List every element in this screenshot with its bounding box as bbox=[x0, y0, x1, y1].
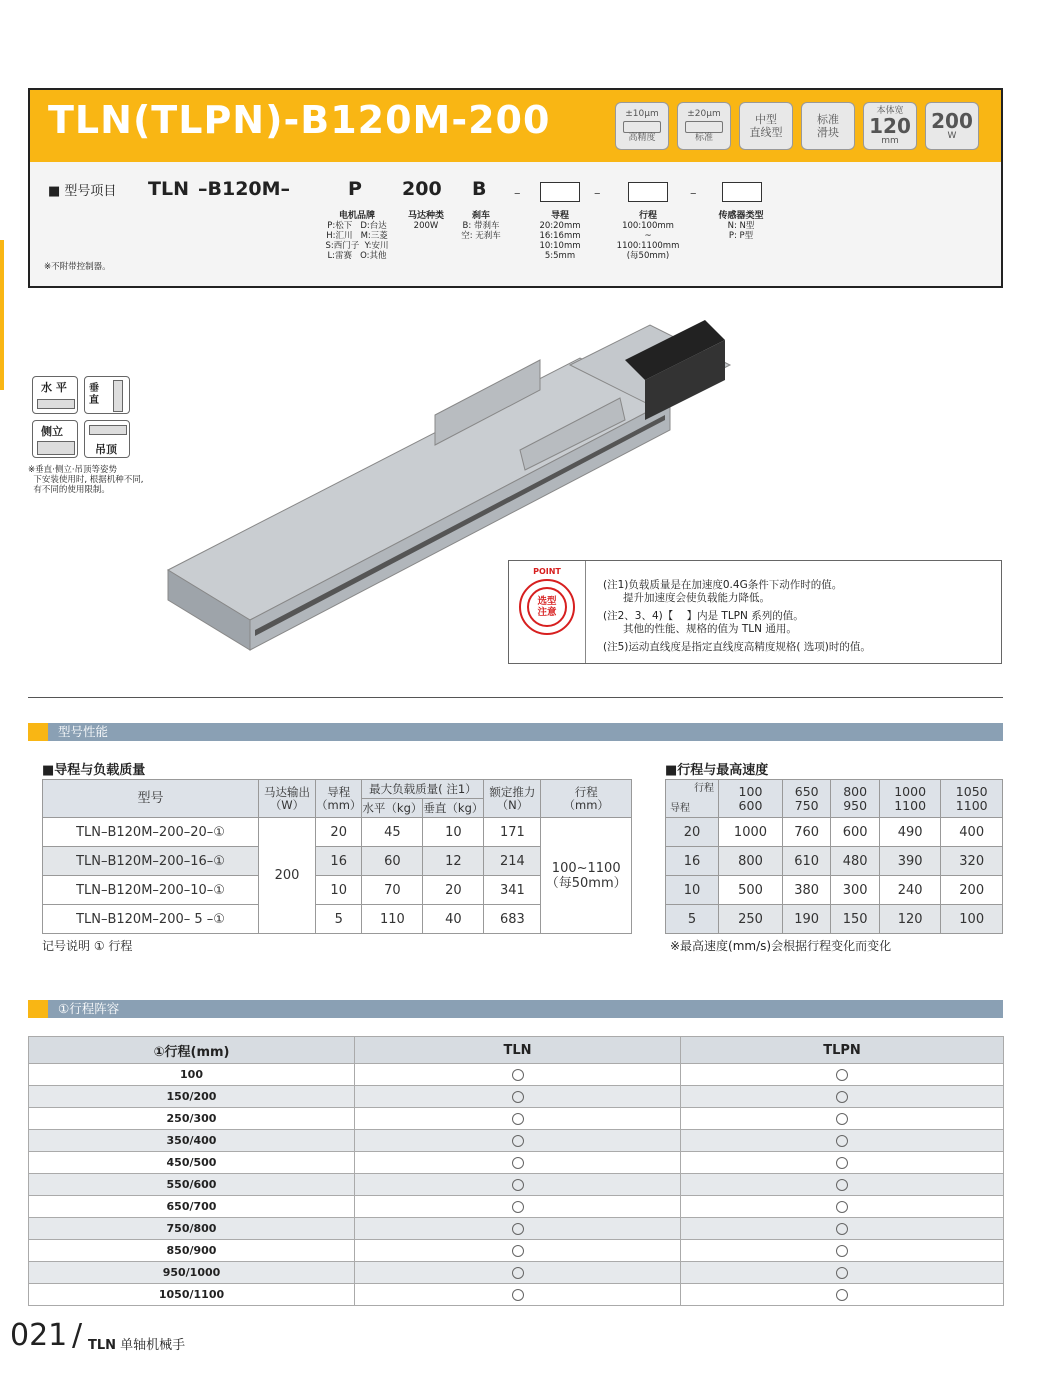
section-stroke-lineup: ①行程阵容 bbox=[28, 1000, 1003, 1018]
gauge-icon bbox=[685, 121, 723, 133]
th-stroke: 行程 （mm） bbox=[541, 780, 632, 818]
col-sensor: 传感器类型 N: N型 P: P型 bbox=[718, 211, 764, 241]
available-mark-icon bbox=[512, 1289, 524, 1301]
selection-notes-box bbox=[508, 560, 1002, 664]
th-stroke-col: 650 750 bbox=[782, 780, 830, 818]
stroke-box bbox=[628, 182, 668, 202]
col-motor-brand: 电机品牌 P:松下 D:台达 H:汇川 M:三菱 S:西门子 Y:安川 L:雷赛 O:其他 bbox=[325, 211, 389, 261]
available-mark-icon bbox=[836, 1069, 848, 1081]
badge-medium-linear: 中型 直线型 bbox=[739, 102, 793, 150]
model-brake: B bbox=[472, 178, 487, 200]
lead-box bbox=[540, 182, 580, 202]
mount-note: ※垂直·侧立·吊顶等姿势 下安装使用时, 根据机种不同, 有不同的使用限制。 bbox=[28, 465, 144, 495]
th-model: 型号 bbox=[43, 780, 259, 818]
point-icon: 选型 注意 bbox=[519, 579, 575, 635]
col-stroke: 行程 100:100mm ~ 1100:1100mm (每50mm) bbox=[616, 211, 680, 261]
feature-badges bbox=[615, 102, 979, 150]
footer-title: TLN 单轴机械手 bbox=[88, 1338, 186, 1353]
available-mark-icon bbox=[836, 1201, 848, 1213]
table-row: 350/400 bbox=[29, 1130, 1004, 1152]
table-row: 5 250 190 150 120 100 bbox=[666, 905, 1003, 934]
speed-note: ※最高速度(mm/s)会根据行程变化而变化 bbox=[670, 939, 892, 953]
available-mark-icon bbox=[836, 1091, 848, 1103]
th-stroke-col: 100 600 bbox=[719, 780, 783, 818]
title-band bbox=[30, 90, 1001, 162]
side-accent-bar bbox=[0, 240, 4, 390]
mount-horizontal-icon: 水 平 bbox=[32, 376, 78, 414]
divider bbox=[585, 561, 586, 663]
table-row: 1050/1100 bbox=[29, 1284, 1004, 1306]
th-motor: 马达输出 （W） bbox=[259, 780, 316, 818]
sensor-box bbox=[722, 182, 762, 202]
available-mark-icon bbox=[512, 1135, 524, 1147]
table-row: 750/800 bbox=[29, 1218, 1004, 1240]
point-ring-label: POINT bbox=[533, 567, 561, 576]
table-row: 10 500 380 300 240 200 bbox=[666, 876, 1003, 905]
divider bbox=[28, 697, 1003, 698]
col-lead: 导程 20:20mm 16:16mm 10:10mm 5:5mm bbox=[539, 211, 581, 261]
mount-ceiling-icon: 吊顶 bbox=[84, 420, 130, 458]
table-row: TLN–B120M–200–16–① 16 60 12 214 bbox=[43, 847, 632, 876]
available-mark-icon bbox=[512, 1069, 524, 1081]
available-mark-icon bbox=[512, 1157, 524, 1169]
model-prefix: TLN bbox=[148, 178, 189, 200]
available-mark-icon bbox=[512, 1267, 524, 1279]
available-mark-icon bbox=[836, 1245, 848, 1257]
badge-body-width: 本体宽 120 mm bbox=[863, 102, 917, 150]
load-heading: ■导程与负载质量 bbox=[42, 763, 146, 778]
section-performance: 型号性能 bbox=[28, 723, 1003, 741]
th-thrust: 额定推力 （N） bbox=[484, 780, 541, 818]
th-tlpn: TLPN bbox=[681, 1037, 1004, 1064]
model-power: 200 bbox=[402, 178, 442, 200]
note-2b: 其他的性能、规格的值为 TLN 通用。 bbox=[603, 623, 797, 635]
badge-high-precision: ±10μm 高精度 bbox=[615, 102, 669, 150]
lineup-table bbox=[28, 1036, 1004, 1306]
speed-heading: ■行程与最高速度 bbox=[665, 763, 769, 778]
table-row: 250/300 bbox=[29, 1108, 1004, 1130]
col-motor-type: 马达种类 200W bbox=[407, 211, 444, 231]
note-2: (注2、3、4)【 】内是 TLPN 系列的值。 bbox=[603, 610, 804, 622]
load-table bbox=[42, 779, 632, 934]
available-mark-icon bbox=[836, 1157, 848, 1169]
th-stroke-col: 800 950 bbox=[831, 780, 879, 818]
model-label: ■ 型号项目 bbox=[48, 184, 117, 199]
available-mark-icon bbox=[836, 1223, 848, 1235]
dash: – bbox=[514, 186, 521, 201]
controller-note: ※不附带控制器。 bbox=[44, 262, 111, 272]
th-horizontal: 水平（kg） bbox=[362, 799, 423, 818]
table-row: 150/200 bbox=[29, 1086, 1004, 1108]
footer-slash: / bbox=[72, 1318, 83, 1353]
available-mark-icon bbox=[512, 1201, 524, 1213]
available-mark-icon bbox=[512, 1091, 524, 1103]
gauge-icon bbox=[623, 121, 661, 133]
footer-brand: TLN bbox=[88, 1338, 117, 1353]
table-row: 850/900 bbox=[29, 1240, 1004, 1262]
available-mark-icon bbox=[512, 1245, 524, 1257]
table-row: 20 1000 760 600 490 400 bbox=[666, 818, 1003, 847]
mount-vertical-icon: 垂直 bbox=[84, 376, 130, 414]
note-1b: 提升加速度会使负载能力降低。 bbox=[603, 592, 771, 604]
th-lead: 导程 （mm） bbox=[316, 780, 362, 818]
page-number: 021 bbox=[10, 1318, 68, 1353]
motor-value: 200 bbox=[259, 818, 316, 934]
th-stroke-col: 1050 1100 bbox=[941, 780, 1003, 818]
th-vertical: 垂直（kg） bbox=[423, 799, 484, 818]
speed-table bbox=[665, 779, 1003, 934]
table-row: 100 bbox=[29, 1064, 1004, 1086]
th-stroke: ①行程(mm) bbox=[29, 1037, 355, 1064]
badge-power: 200 W bbox=[925, 102, 979, 150]
table-row: 550/600 bbox=[29, 1174, 1004, 1196]
th-tln: TLN bbox=[355, 1037, 681, 1064]
legend-note: 记号说明 ① 行程 bbox=[42, 939, 133, 953]
dash: – bbox=[690, 186, 697, 201]
available-mark-icon bbox=[836, 1179, 848, 1191]
stroke-value: 100~1100 （每50mm） bbox=[541, 818, 632, 934]
th-stroke-col: 1000 1100 bbox=[879, 780, 941, 818]
available-mark-icon bbox=[512, 1113, 524, 1125]
table-row: TLN–B120M–200– 5 –① 5 110 40 683 bbox=[43, 905, 632, 934]
col-brake: 刹车 B: 带刹车 空: 无刹车 bbox=[461, 211, 501, 241]
spec-header bbox=[28, 88, 1003, 288]
available-mark-icon bbox=[836, 1267, 848, 1279]
badge-standard-slider: 标准 滑块 bbox=[801, 102, 855, 150]
available-mark-icon bbox=[836, 1135, 848, 1147]
available-mark-icon bbox=[512, 1179, 524, 1191]
note-5: (注5)运动直线度是指定直线度高精度规格( 选项)时的值。 bbox=[603, 641, 871, 653]
available-mark-icon bbox=[836, 1289, 848, 1301]
available-mark-icon bbox=[836, 1113, 848, 1125]
table-row: 950/1000 bbox=[29, 1262, 1004, 1284]
table-row: 650/700 bbox=[29, 1196, 1004, 1218]
mount-side-icon: 侧立 bbox=[32, 420, 78, 458]
table-row: 450/500 bbox=[29, 1152, 1004, 1174]
badge-standard-precision: ±20μm 标准 bbox=[677, 102, 731, 150]
th-corner: 行程 导程 bbox=[666, 780, 719, 818]
note-1: (注1)负载质量是在加速度0.4G条件下动作时的值。 bbox=[603, 579, 843, 591]
th-maxload: 最大负载质量( 注1） bbox=[362, 780, 484, 799]
available-mark-icon bbox=[512, 1223, 524, 1235]
dash: – bbox=[594, 186, 601, 201]
table-row: TLN–B120M–200–20–① 200 20 45 10 171 100~1100 （每50mm） bbox=[43, 818, 632, 847]
model-series: –B120M– bbox=[198, 178, 291, 200]
page-title: TLN(TLPN)-B120M-200 bbox=[48, 98, 551, 142]
table-row: TLN–B120M–200–10–① 10 70 20 341 bbox=[43, 876, 632, 905]
model-motor: P bbox=[348, 178, 362, 200]
table-row: 16 800 610 480 390 320 bbox=[666, 847, 1003, 876]
